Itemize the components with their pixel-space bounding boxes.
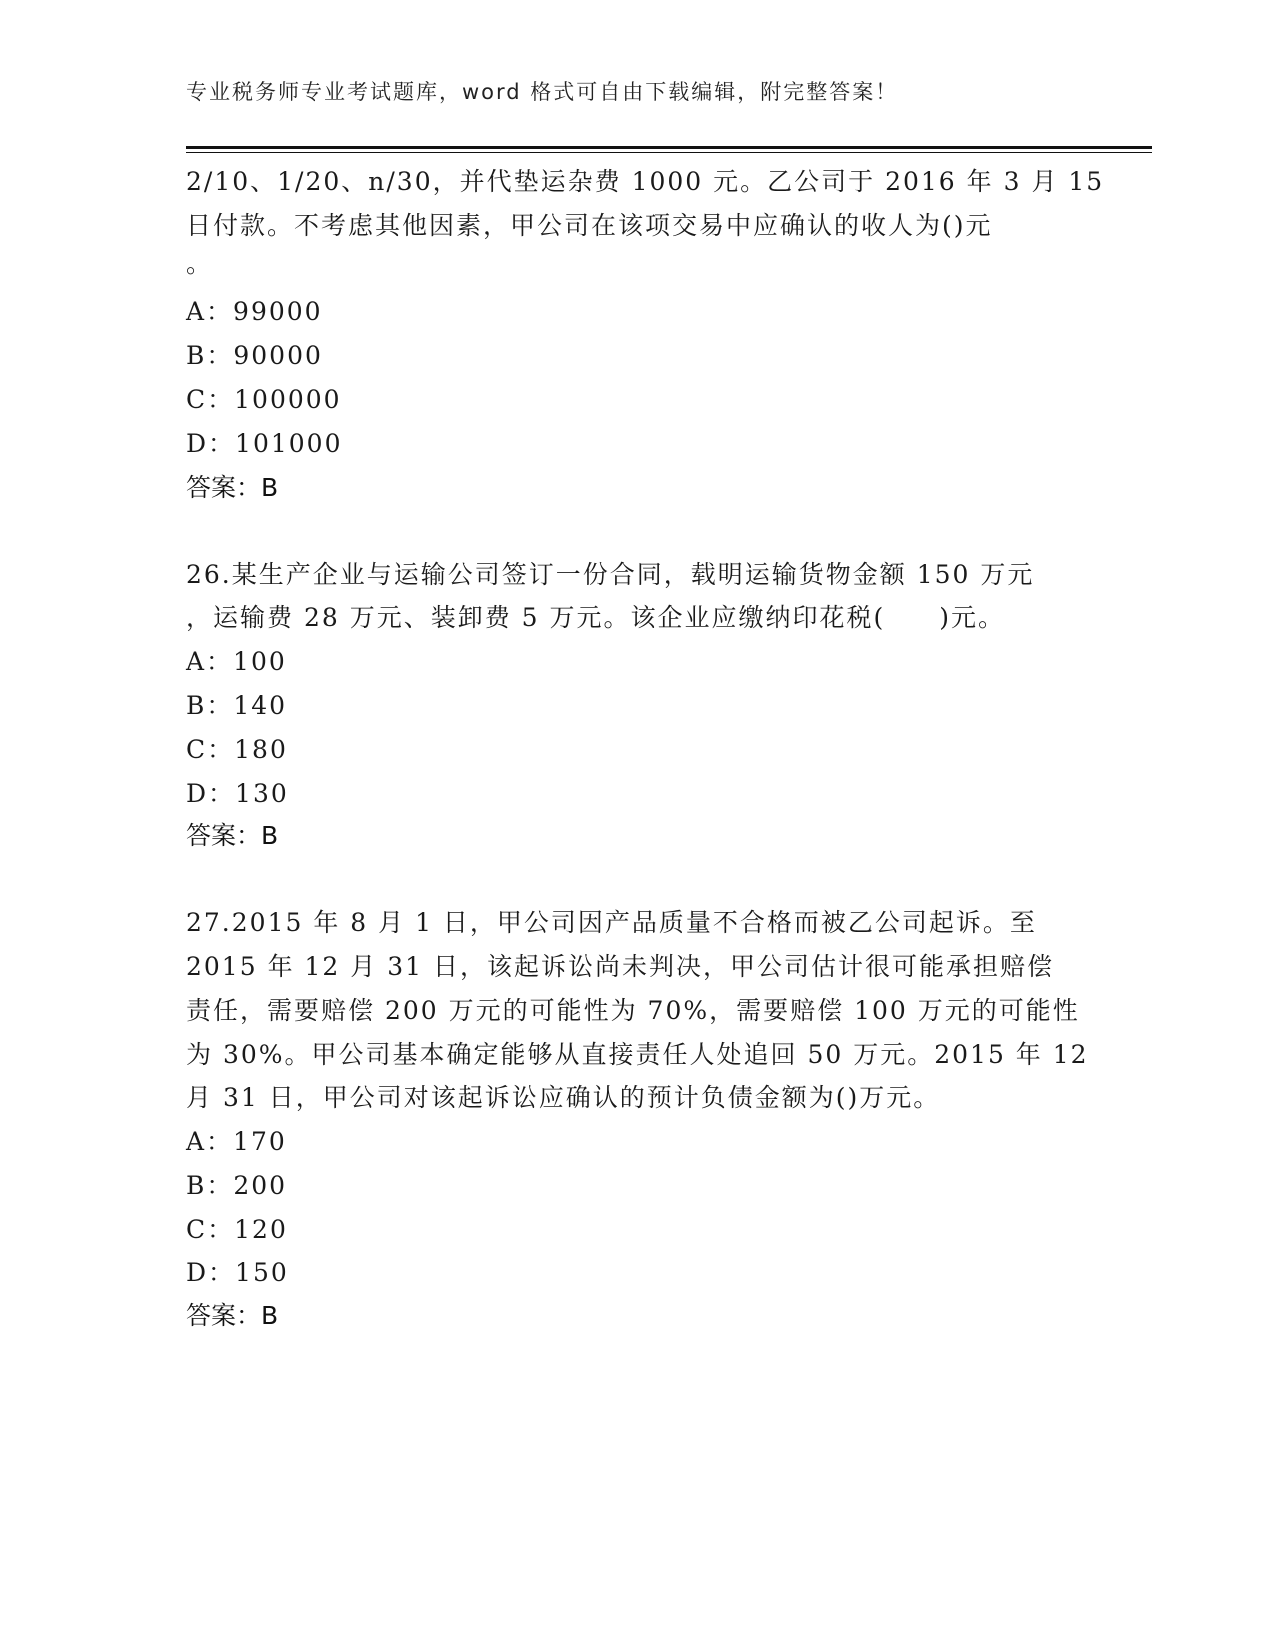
option-b: B：200 — [186, 1171, 288, 1200]
header-rule-thick — [186, 146, 1152, 149]
question-text-line: 为 30%。甲公司基本确定能够从直接责任人处追回 50 万元。2015 年 12 — [186, 1040, 1089, 1069]
option-d: D：101000 — [186, 429, 343, 458]
option-b: B：140 — [186, 691, 288, 720]
question-text-line: 日付款。不考虑其他因素，甲公司在该项交易中应确认的收人为()元 — [186, 211, 993, 240]
option-a: A：170 — [186, 1127, 287, 1156]
question-text-line: 月 31 日，甲公司对该起诉讼应确认的预计负债金额为()万元。 — [186, 1083, 941, 1112]
question-text-line: 27.2015 年 8 月 1 日，甲公司因产品质量不合格而被乙公司起诉。至 — [186, 908, 1037, 937]
page-header: 专业税务师专业考试题库，word 格式可自由下载编辑，附完整答案！ — [186, 80, 899, 104]
option-c: C：100000 — [186, 385, 342, 414]
question-text-line: 。 — [186, 249, 214, 278]
question-text-line: 26.某生产企业与运输公司签订一份合同，载明运输货物金额 150 万元 — [186, 560, 1035, 589]
option-a: A：99000 — [186, 297, 323, 326]
option-d: D：150 — [186, 1258, 289, 1287]
option-c: C：120 — [186, 1215, 288, 1244]
option-d: D：130 — [186, 779, 289, 808]
option-c: C：180 — [186, 735, 288, 764]
question-text-line: 2/10、1/20、n/30，并代垫运杂费 1000 元。乙公司于 2016 年 3 月 15 — [186, 167, 1105, 196]
answer: 答案：B — [186, 473, 279, 502]
question-text-line: 2015 年 12 月 31 日，该起诉讼尚未判决，甲公司估计很可能承担赔偿 — [186, 952, 1054, 981]
answer: 答案：B — [186, 821, 279, 850]
question-text-line: 责任，需要赔偿 200 万元的可能性为 70%，需要赔偿 100 万元的可能性 — [186, 996, 1080, 1025]
option-b: B：90000 — [186, 341, 323, 370]
question-text-line: ，运输费 28 万元、装卸费 5 万元。该企业应缴纳印花税( )元。 — [186, 603, 1006, 632]
answer: 答案：B — [186, 1301, 279, 1330]
option-a: A：100 — [186, 647, 287, 676]
header-rule-thin — [186, 152, 1152, 153]
